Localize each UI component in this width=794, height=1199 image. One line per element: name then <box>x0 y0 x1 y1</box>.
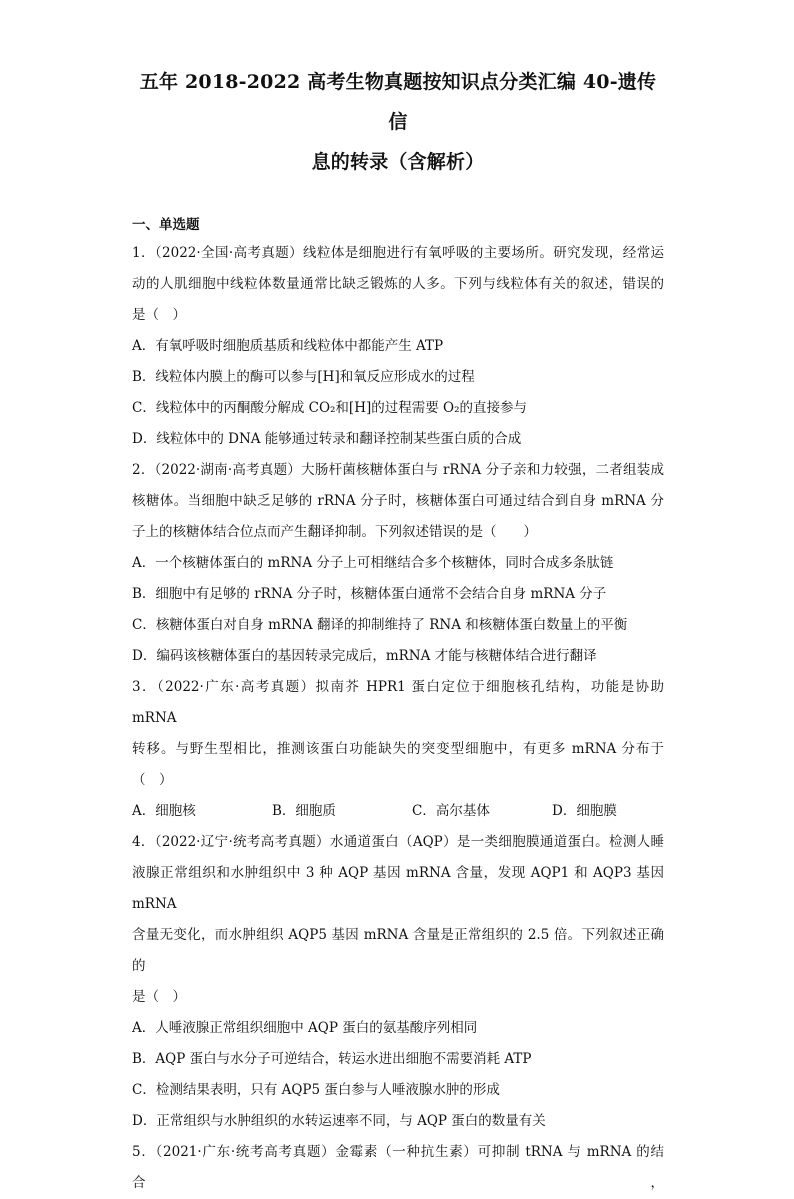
option-a: A．一个核糖体蛋白的 mRNA 分子上可相继结合多个核糖体，同时合成多条肽链 <box>132 555 614 571</box>
option-b: B．细胞中有足够的 rRNA 分子时，核糖体蛋白通常不会结合自身 mRNA 分子 <box>132 586 607 602</box>
options-row <box>132 796 664 827</box>
question-text-line: 动的人肌细胞中线粒体数量通常比缺乏锻炼的人多。下列与线粒体有关的叙述，错误的 <box>132 276 664 292</box>
question-text-line: 4．（2022·辽宁·统考高考真题）水通道蛋白（AQP）是一类细胞膜通道蛋白。检测人睡 <box>132 834 664 850</box>
question-text-line: 子上的核糖体结合位点而产生翻译抑制。下列叙述错误的是（ ） <box>132 524 537 540</box>
option-a: A．细胞核 <box>132 803 196 819</box>
question-text-line: （ ） <box>132 772 173 788</box>
question-3 <box>132 672 664 796</box>
question-text-line: 3．（2022·广东·高考真题）拟南芥 HPR1 蛋白定位于细胞核孔结构，功能是协助 mRNA <box>132 679 664 726</box>
option-b: B．线粒体内膜上的酶可以参与[H]和氧反应形成水的过程 <box>132 369 475 385</box>
question-2 <box>132 455 664 548</box>
option-d: D．编码该核糖体蛋白的基因转录完成后，mRNA 才能与核糖体结合进行翻译 <box>132 648 597 664</box>
document-title <box>132 62 664 182</box>
option-a: A．人唾液腺正常组织细胞中 AQP 蛋白的氨基酸序列相同 <box>132 1020 478 1036</box>
option-d: D．细胞膜 <box>552 803 617 819</box>
section-heading: 一、单选题 <box>132 217 200 233</box>
question-text-line: 核糖体。当细胞中缺乏足够的 rRNA 分子时，核糖体蛋白可通过结合到自身 mRNA 分 <box>132 493 664 509</box>
option-c: C．高尔基体 <box>412 803 490 819</box>
question-text-line: 是（ ） <box>132 989 186 1005</box>
option-d: D．线粒体中的 DNA 能够通过转录和翻译控制某些蛋白质的合成 <box>132 431 522 447</box>
option-b: B．AQP 蛋白与水分子可逆结合，转运水进出细胞不需要消耗 ATP <box>132 1051 532 1067</box>
question-text-line: 液腺正常组织和水肿组织中 3 种 AQP 基因 mRNA 含量，发现 AQP1 和 AQP3 基因 mRNA <box>132 865 664 912</box>
question-text-line: 1．（2022·全国·高考真题）线粒体是细胞进行有氧呼吸的主要场所。研究发现，经常运 <box>132 245 664 261</box>
question-text-line: 转移。与野生型相比，推测该蛋白功能缺失的突变型细胞中，有更多 mRNA 分布于 <box>132 741 664 757</box>
option-b: B．细胞质 <box>272 803 336 819</box>
question-5 <box>132 1137 664 1199</box>
question-text-line: 是（ ） <box>132 307 186 323</box>
title-line-1: 五年 2018-2022 高考生物真题按知识点分类汇编 40-遗传信 <box>139 71 657 133</box>
option-c: C．核糖体蛋白对自身 mRNA 翻译的抑制维持了 RNA 和核糖体蛋白数量上的平衡 <box>132 617 628 633</box>
question-1 <box>132 238 664 331</box>
option-d: D．正常组织与水肿组织的水转运速率不同，与 AQP 蛋白的数量有关 <box>132 1113 546 1129</box>
option-c: C．检测结果表明，只有 AQP5 蛋白参与人唾液腺水肿的形成 <box>132 1082 500 1098</box>
question-text-line: 含量无变化，而水肿组织 AQP5 基因 mRNA 含量是正常组织的 2.5 倍。下列叙述正确的 <box>132 927 664 974</box>
option-a: A．有氧呼吸时细胞质基质和线粒体中都能产生 ATP <box>132 338 444 354</box>
option-c: C．线粒体中的丙酮酸分解成 CO₂和[H]的过程需要 O₂的直接参与 <box>132 400 528 416</box>
title-line-2: 息的转录（含解析） <box>311 151 485 173</box>
question-4 <box>132 827 664 1013</box>
question-text-line: 5．（2021·广东·统考高考真题）金霉素（一种抗生素）可抑制 tRNA 与 mRNA 的结合， <box>132 1144 664 1191</box>
question-text-line: 2．（2022·湖南·高考真题）大肠杆菌核糖体蛋白与 rRNA 分子亲和力较强，二者组装成 <box>132 462 664 478</box>
